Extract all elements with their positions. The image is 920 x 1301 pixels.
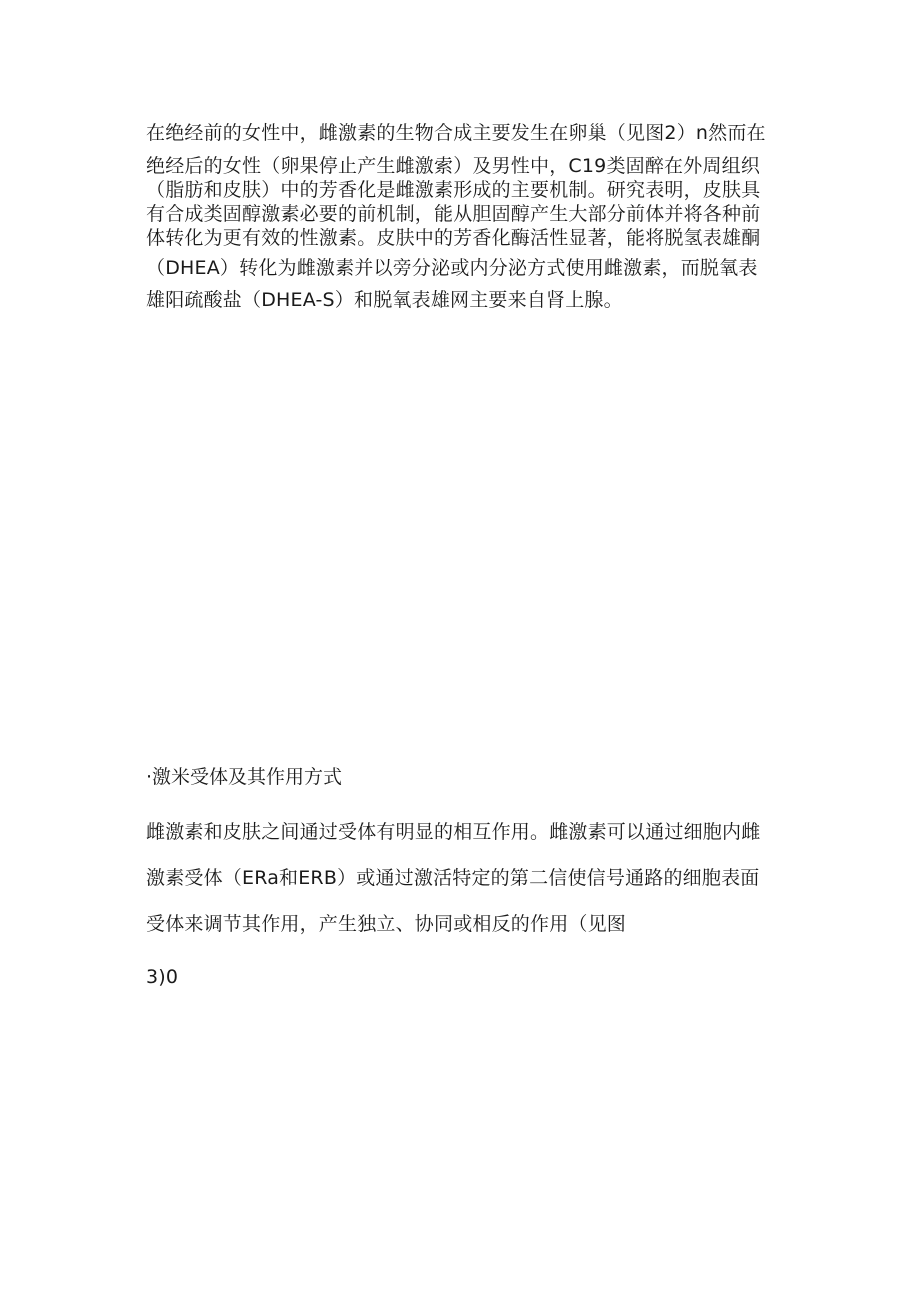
paragraph-line: （DHEA）转化为雌激素并以旁分泌或内分泌方式使用雌激素，而脱氧表 (146, 257, 758, 279)
paragraph-line: 有合成类固醇激素必要的前机制，能从胆固醇产生大部分前体并将各种前 (146, 203, 761, 225)
section-heading: ·激米受体及其作用方式 (146, 766, 343, 788)
paragraph-line: （脂肪和皮肤）中的芳香化是雌激素形成的主要机制。研究表明，皮肤具 (146, 179, 761, 201)
paragraph-line: 绝经后的女性（卵果停止产生雌激索）及男性中，C19类固醉在外周组织 (146, 155, 761, 177)
paragraph-line: 雌激素和皮肤之间通过受体有明显的相互作用。雌激素可以通过细胞内雌 (146, 821, 761, 843)
paragraph-line: 体转化为更有效的性激素。皮肤中的芳香化酶活性显著，能将脱氢表雄酮 (146, 227, 761, 249)
paragraph-line: 受体来调节其作用，产生独立、协同或相反的作用（见图 (146, 913, 627, 935)
paragraph-line: 雄阳疏酸盐（DHEA-S）和脱氧表雄网主要来自肾上腺。 (146, 289, 623, 311)
paragraph-line: 在绝经前的女性中，雌激素的生物合成主要发生在卵巢（见图2）n然而在 (146, 122, 766, 144)
paragraph-line: 激素受体（ERa和ERB）或通过激活特定的第二信使信号通路的细胞表面 (146, 867, 760, 889)
paragraph-line: 3)0 (146, 966, 179, 988)
